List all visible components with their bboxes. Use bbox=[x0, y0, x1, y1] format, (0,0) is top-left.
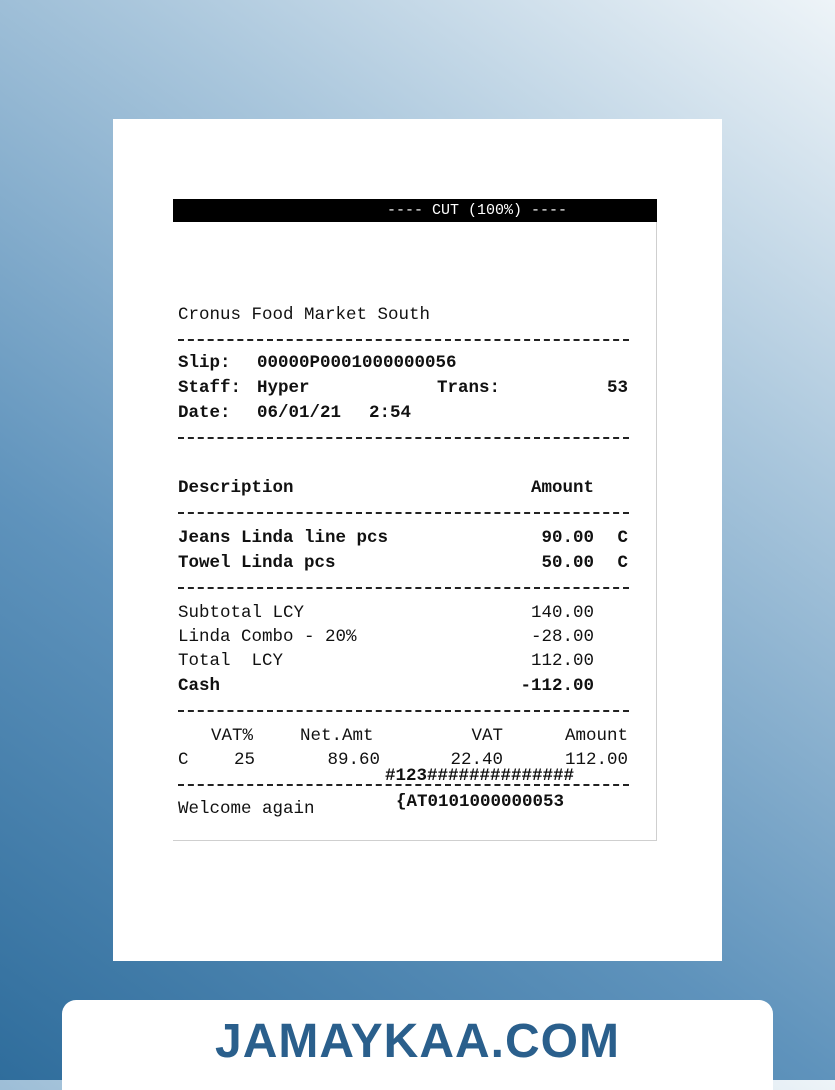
vat-header-net: Net.Amt bbox=[300, 726, 374, 746]
item-amount: 50.00 bbox=[541, 553, 594, 573]
vat-row-vat: 22.40 bbox=[450, 750, 503, 770]
cash-value: -112.00 bbox=[520, 676, 594, 696]
barcode-line-2: {AT0101000000053 bbox=[396, 792, 565, 812]
subtotal-label: Subtotal LCY bbox=[178, 603, 305, 623]
item-name: Jeans Linda line pcs bbox=[178, 528, 389, 548]
item-vat-code: C bbox=[617, 553, 628, 573]
footer-banner bbox=[62, 1000, 773, 1090]
cut-label: ---- CUT (100%) ---- bbox=[387, 202, 568, 219]
date-label: Date: bbox=[178, 403, 231, 423]
subtotal-value: 140.00 bbox=[530, 603, 594, 623]
vat-header-vat: VAT bbox=[471, 726, 503, 746]
divider bbox=[178, 512, 629, 514]
store-name: Cronus Food Market South bbox=[178, 305, 431, 325]
divider bbox=[178, 339, 629, 341]
cut-bar bbox=[173, 199, 657, 222]
receipt-paper bbox=[113, 119, 722, 961]
item-amount: 90.00 bbox=[541, 528, 594, 548]
vat-header-rate: VAT% bbox=[211, 726, 254, 746]
vat-row-amount: 112.00 bbox=[564, 750, 628, 770]
slip-value: 00000P0001000000056 bbox=[257, 353, 457, 373]
discount-value: -28.00 bbox=[530, 627, 594, 647]
slip-label: Slip: bbox=[178, 353, 231, 373]
date-value: 06/01/21 bbox=[257, 403, 342, 423]
cash-label: Cash bbox=[178, 676, 221, 696]
divider bbox=[178, 587, 629, 589]
receipt bbox=[173, 199, 657, 841]
site-name: JAMAYKAA.COM bbox=[215, 1015, 620, 1068]
time-value: 2:54 bbox=[369, 403, 412, 423]
total-value: 112.00 bbox=[530, 651, 594, 671]
col-amount: Amount bbox=[530, 478, 594, 498]
barcode-line-1: #123############## bbox=[385, 766, 575, 786]
divider bbox=[178, 710, 629, 712]
vat-row-code: C bbox=[178, 750, 189, 770]
discount-label: Linda Combo - 20% bbox=[178, 627, 357, 647]
trans-value: 53 bbox=[606, 378, 628, 398]
col-description: Description bbox=[178, 478, 294, 498]
trans-label: Trans: bbox=[437, 378, 501, 398]
staff-value: Hyper bbox=[257, 378, 310, 398]
staff-label: Staff: bbox=[178, 378, 242, 398]
item-name: Towel Linda pcs bbox=[178, 553, 336, 573]
total-label: Total LCY bbox=[178, 651, 284, 671]
vat-header-amount: Amount bbox=[564, 726, 628, 746]
divider bbox=[178, 437, 629, 439]
vat-row-net: 89.60 bbox=[327, 750, 380, 770]
welcome-message: Welcome again bbox=[178, 799, 315, 819]
item-vat-code: C bbox=[617, 528, 628, 548]
vat-row-rate: 25 bbox=[234, 750, 256, 770]
